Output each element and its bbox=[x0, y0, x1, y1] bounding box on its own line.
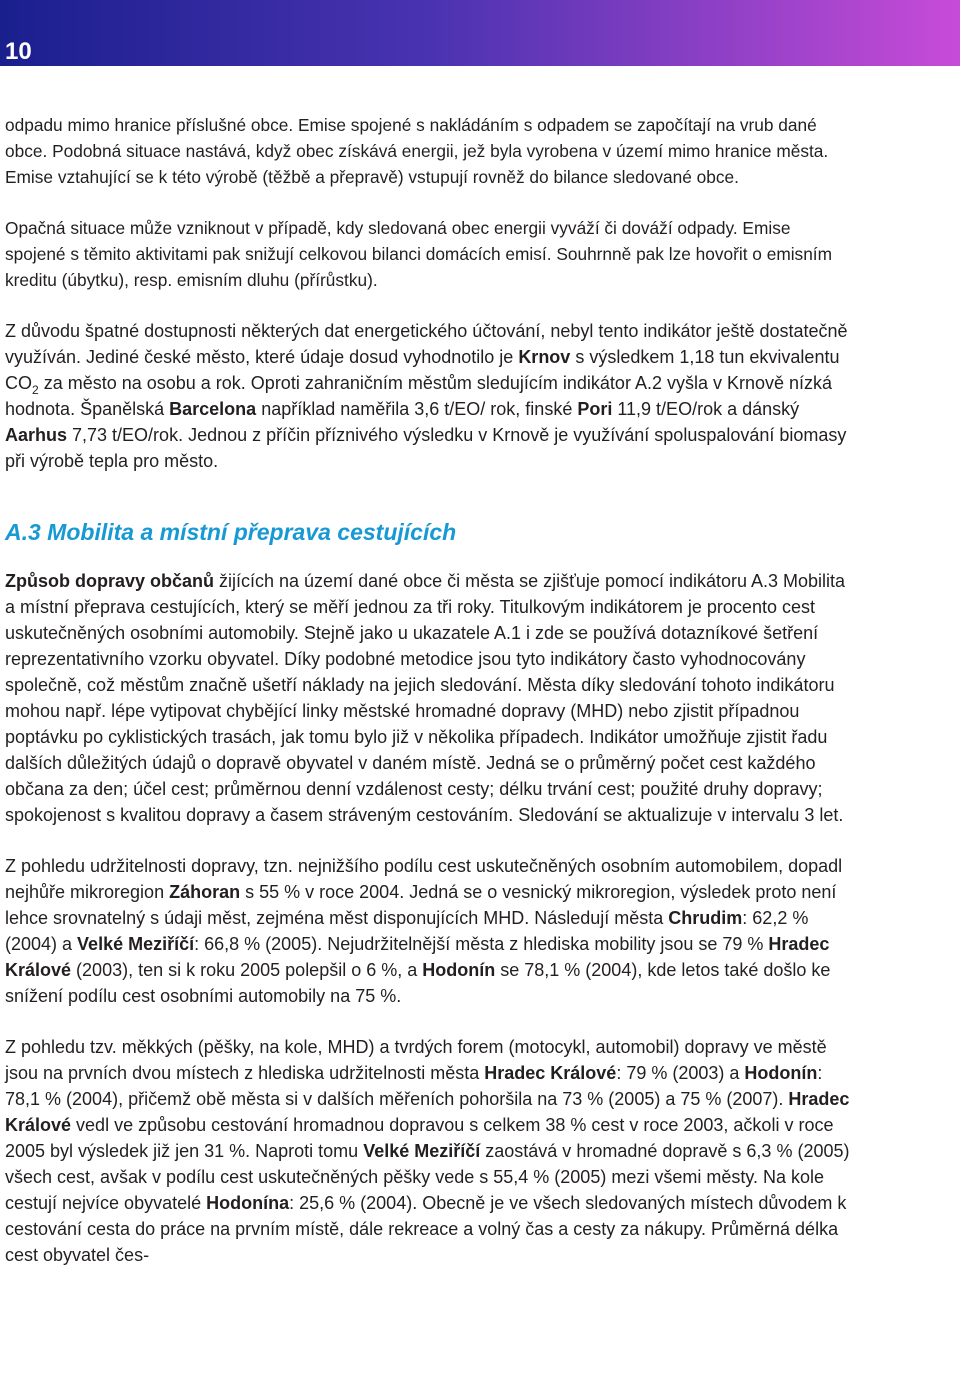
region-name: Záhoran bbox=[169, 882, 241, 902]
subscript: 2 bbox=[32, 383, 39, 397]
page-number: 10 bbox=[5, 38, 32, 65]
paragraph-4 bbox=[5, 568, 853, 828]
text-run: například naměřila 3,6 t/EO/ rok, finské bbox=[256, 399, 578, 419]
city-name: Hodonín bbox=[744, 1063, 818, 1083]
text-run: s výsledkem 1,18 tun ekvivalentu CO bbox=[5, 347, 840, 393]
city-name: Hradec Králové bbox=[484, 1063, 617, 1083]
paragraph-5 bbox=[5, 853, 853, 1009]
city-name: Hradec Králové bbox=[5, 1089, 850, 1135]
city-name: Hodonína bbox=[206, 1193, 290, 1213]
paragraph-2: Opačná situace může vzniknout v případě, kdy sledovaná obec energii vyváží či dováží odpady. Emise spojené s těmito aktivitami pak snižují celkovou bilanci domácích emisí. Souhrnně pak lze hovořit o emisním kreditu (úbytku), resp. emisním dluhu (přírůstku). bbox=[5, 218, 833, 290]
paragraph-3 bbox=[5, 318, 853, 474]
text-run: : 25,6 % (2004). Obecně je ve všech sledovaných místech důvodem k cestování cesta do práce na prvním místě, dále rekreace a volný čas a cesty za nákupy. Průměrná délka cest obyvatel čes- bbox=[5, 1193, 847, 1265]
text-run: Z pohledu udržitelnosti dopravy, tzn. nejnižšího podílu cest uskutečněných osobním automobilem, dopadl nejhůře mikroregion bbox=[5, 856, 843, 902]
city-name: Krnov bbox=[518, 347, 571, 367]
city-name: Chrudim bbox=[668, 908, 743, 928]
section-heading: A.3 Mobilita a místní přeprava cestujících bbox=[5, 519, 457, 545]
text-run: za město na osobu a rok. Oproti zahraničním městům sledujícím indikátor A.2 vyšla v Krnově nízká hodnota. Španělská bbox=[5, 373, 833, 419]
text-run: : 79 % (2003) a bbox=[616, 1063, 745, 1083]
paragraph-1: odpadu mimo hranice příslušné obce. Emise spojené s nakládáním s odpadem se započítají na vrub dané obce. Podobná situace nastává, když obec získává energii, jež byla vyrobena v území mimo hranice města. Emise vztahující se k této výrobě (těžbě a přepravě) vstupují rovněž do bilance sledované obce. bbox=[5, 115, 829, 187]
page-header-band bbox=[0, 0, 960, 66]
text-run: s 55 % v roce 2004. Jedná se o vesnický mikroregion, výsledek proto není lehce srovnatelný s údaji měst, zejména měst disponujících MHD. Následují města bbox=[5, 882, 837, 928]
text-run: : 62,2 % (2004) a bbox=[5, 908, 809, 954]
document-body bbox=[5, 112, 853, 1293]
text-run: : 66,8 % (2005). Nejudržitelnější města z hlediska mobility jsou se 79 % bbox=[194, 934, 769, 954]
text-run: vedl ve způsobu cestování hromadnou dopravou s celkem 38 % cest v roce 2003, ačkoli v roce 2005 byl výsledek již jen 31 %. Naproti tomu bbox=[5, 1115, 834, 1161]
text-run: Z pohledu tzv. měkkých (pěšky, na kole, MHD) a tvrdých forem (motocykl, automobil) dopravy ve městě jsou na prvních dvou místech z hlediska udržitelnosti města bbox=[5, 1037, 827, 1083]
city-name: Hodonín bbox=[422, 960, 496, 980]
city-name: Barcelona bbox=[169, 399, 257, 419]
city-name: Aarhus bbox=[5, 425, 68, 445]
emphasis: Způsob dopravy občanů bbox=[5, 571, 215, 591]
text-run: se 78,1 % (2004), kde letos také došlo ke snížení podílu cest osobními automobily na 75 %. bbox=[5, 960, 831, 1006]
text-run: zaostává v hromadné dopravě s 6,3 % (2005) všech cest, avšak v podílu cest uskutečněných pěšky vede s 55,4 % (2005) mezi všemi městy. Na kole cestují nejvíce obyvatelé bbox=[5, 1141, 850, 1213]
city-name: Pori bbox=[577, 399, 613, 419]
text-run: : 78,1 % (2004), přičemž obě města si v dalších měřeních pohoršila na 73 % (2005) a 75 % (2007). bbox=[5, 1063, 823, 1109]
city-name: Velké Meziříčí bbox=[77, 934, 195, 954]
paragraph-6 bbox=[5, 1034, 853, 1268]
city-name: Velké Meziříčí bbox=[363, 1141, 481, 1161]
text-run: (2003), ten si k roku 2005 polepšil o 6 %, a bbox=[71, 960, 423, 980]
text-run: 11,9 t/EO/rok a dánský bbox=[612, 399, 800, 419]
text-run: 7,73 t/EO/rok. Jednou z příčin příznivého výsledku v Krnově je využívání spoluspalování biomasy při výrobě tepla pro město. bbox=[5, 425, 847, 471]
text-run: Z důvodu špatné dostupnosti některých dat energetického účtování, nebyl tento indikátor ještě dostatečně využíván. Jediné české město, které údaje dosud vyhodnotilo je bbox=[5, 321, 848, 367]
text-run: žijících na území dané obce či města se zjišťuje pomocí indikátoru A.3 Mobilita a místní přeprava cestujících, který se měří jednou za tři roky. Titulkovým indikátorem je procento cest uskutečněných osobními automobily. Stejně jako u ukazatele A.1 i zde se používá dotazníkové šetření reprezentativního vzorku obyvatel. Díky podobné metodice jsou tyto indikátory často vyhodnocovány společně, což městům značně ušetří náklady na jejich sledování. Města díky sledování tohoto indikátoru mohou např. lépe vytipovat chybějící linky městské hromadné dopravy (MHD) nebo zjistit případnou poptávku po cyklistických trasách, jak tomu bylo již v několika případech. Indikátor umožňuje zjistit řadu dalších důležitých údajů o dopravě obyvatel v daném místě. Jedná se o průměrný počet cest každého občana za den; účel cest; průměrnou denní vzdálenost cesty; délku trvání cest; použité druhy dopravy; spokojenost s kvalitou dopravy a časem stráveným cestováním. Sledování se aktualizuje v intervalu 3 let. bbox=[5, 571, 846, 825]
city-name: Hradec Králové bbox=[5, 934, 830, 980]
